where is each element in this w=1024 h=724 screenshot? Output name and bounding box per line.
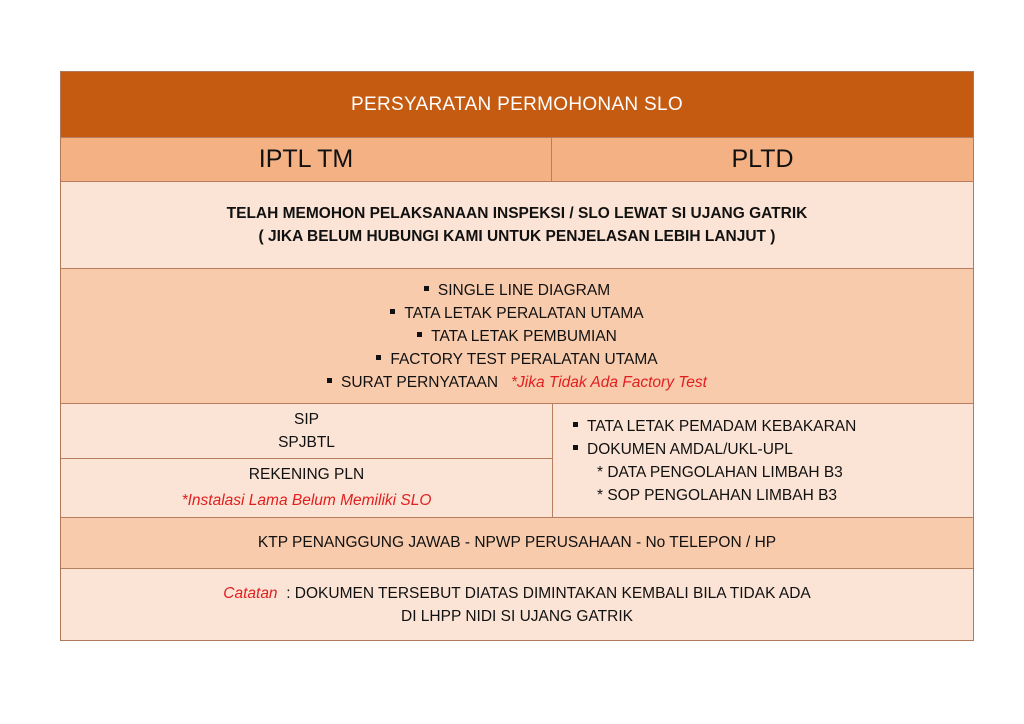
list-item: TATA LETAK PERALATAN UTAMA bbox=[390, 302, 643, 325]
inspection-note bbox=[61, 182, 973, 268]
catatan-line2: DI LHPP NIDI SI UJANG GATRIK bbox=[401, 607, 633, 625]
header-iptl-tm: IPTL TM bbox=[61, 138, 552, 181]
inspection-note-row bbox=[61, 181, 973, 268]
bullet-icon bbox=[573, 422, 578, 427]
title-row bbox=[61, 72, 973, 137]
sub-item: * DATA PENGOLAHAN LIMBAH B3 bbox=[597, 463, 843, 481]
ktp-row bbox=[61, 517, 973, 568]
sub-item: * SOP PENGOLAHAN LIMBAH B3 bbox=[597, 486, 838, 504]
header-row bbox=[61, 137, 973, 181]
surat-note: *Jika Tidak Ada Factory Test bbox=[510, 373, 707, 391]
sip-cell bbox=[61, 404, 552, 459]
list-item: FACTORY TEST PERALATAN UTAMA bbox=[376, 348, 657, 371]
list-item: TATA LETAK PEMADAM KEBAKARAN bbox=[573, 415, 856, 438]
bullet-icon bbox=[390, 309, 395, 314]
list-item: DOKUMEN AMDAL/UKL-UPL bbox=[573, 438, 793, 461]
documents-row bbox=[61, 268, 973, 403]
catatan-label: Catatan bbox=[223, 584, 278, 602]
bullet-icon bbox=[573, 445, 578, 450]
requirements-table bbox=[60, 71, 974, 641]
list-item: SURAT PERNYATAAN *Jika Tidak Ada Factory Test bbox=[327, 371, 707, 394]
iptl-column bbox=[61, 404, 553, 517]
sip-label: SIP bbox=[294, 411, 319, 428]
bullet-icon bbox=[424, 286, 429, 291]
header-pltd: PLTD bbox=[552, 138, 973, 181]
split-row bbox=[61, 403, 973, 517]
inspection-note-line2: ( JIKA BELUM HUBUNGI KAMI UNTUK PENJELASAN LEBIH LANJUT ) bbox=[258, 228, 776, 245]
rekening-label: REKENING PLN bbox=[248, 466, 365, 483]
rekening-note: *Instalasi Lama Belum Memiliki SLO bbox=[181, 492, 432, 509]
table-title: PERSYARATAN PERMOHONAN SLO bbox=[61, 72, 973, 137]
list-item: TATA LETAK PEMBUMIAN bbox=[417, 325, 617, 348]
ktp-requirement: KTP PENANGGUNG JAWAB - NPWP PERUSAHAAN - No TELEPON / HP bbox=[61, 518, 973, 568]
pltd-column bbox=[553, 404, 973, 517]
list-item: SINGLE LINE DIAGRAM bbox=[424, 279, 610, 302]
documents-list bbox=[61, 269, 973, 403]
bullet-icon bbox=[327, 378, 332, 383]
catatan-note bbox=[61, 569, 973, 640]
rekening-cell bbox=[61, 459, 552, 517]
inspection-note-line1: TELAH MEMOHON PELAKSANAAN INSPEKSI / SLO LEWAT SI UJANG GATRIK bbox=[226, 205, 808, 222]
catatan-line1: : DOKUMEN TERSEBUT DIATAS DIMINTAKAN KEMBALI BILA TIDAK ADA bbox=[286, 584, 811, 602]
bullet-icon bbox=[417, 332, 422, 337]
spjbtl-label: SPJBTL bbox=[278, 434, 335, 451]
bullet-icon bbox=[376, 355, 381, 360]
catatan-row bbox=[61, 568, 973, 640]
